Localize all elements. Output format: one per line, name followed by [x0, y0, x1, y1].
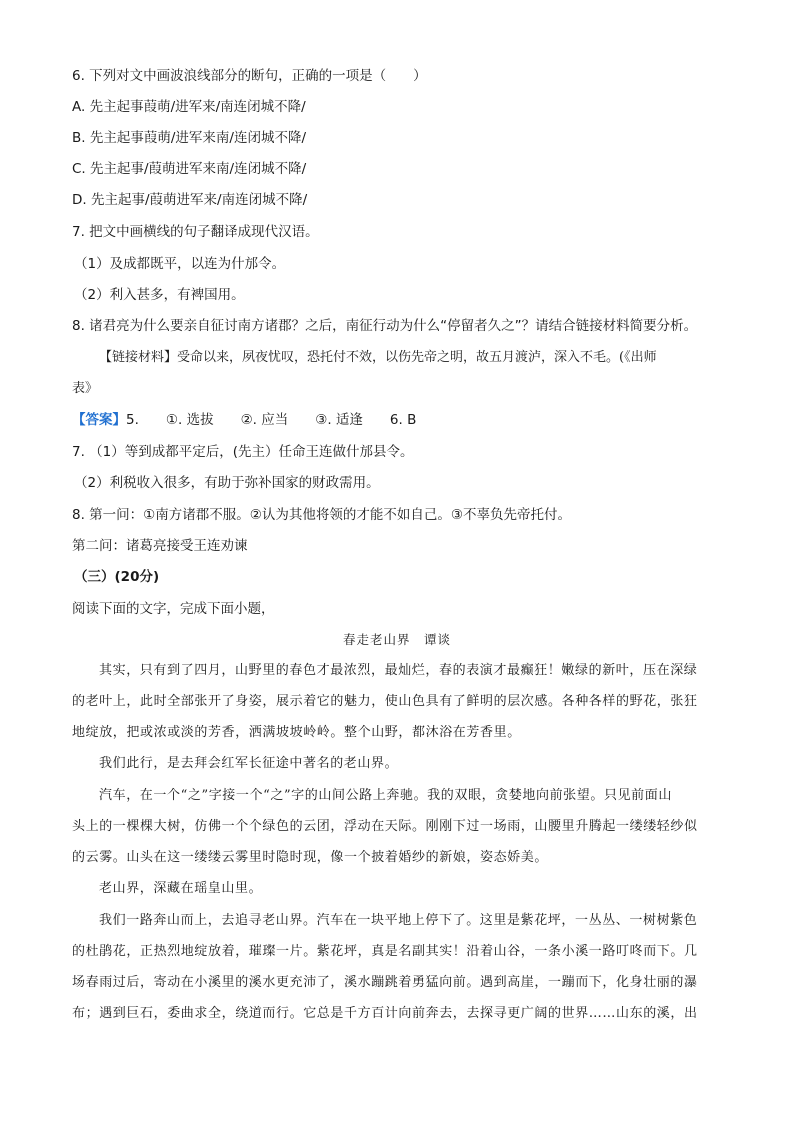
passage-line: 老山界，深藏在瑶皇山里。	[99, 881, 263, 896]
answer-q8-1: 8. 第一问：①南方诸郡不服。②认为其他将领的才能不如自己。③不辜负先帝托付。	[72, 507, 571, 523]
section-instruction: 阅读下面的文字，完成下面小题，	[72, 601, 275, 617]
section-heading: （三）(20分)	[74, 569, 160, 585]
q6-stem: 6. 下列对文中画波浪线部分的断句，正确的一项是（ ）	[72, 68, 427, 84]
q6-option-d: D. 先主起事/葭萌进军来/南连闭城不降/	[72, 192, 308, 208]
passage-line: 的云雾。山头在这一缕缕云雾里时隐时现，像一个披着婚纱的新娘，姿态娇美。	[72, 850, 549, 865]
answer-q8-2: 第二问：诸葛亮接受王连劝谏	[72, 538, 248, 554]
q8-material-line-1: 【链接材料】受命以来，夙夜忧叹，恐托付不效，以伤先帝之明，故五月渡泸，深入不毛。(《出师	[99, 350, 657, 365]
q7-item-2: （2）利入甚多，有裨国用。	[74, 287, 245, 303]
passage-line: 布；遇到巨石，委曲求全，绕道而行。它总是千方百计向前奔去，去探寻更广阔的世界……山东的溪，出	[72, 1006, 698, 1021]
passage-line: 我们此行，是去拜会红军长征途中著名的老山界。	[99, 756, 399, 771]
passage-line: 头上的一棵棵大树，仿佛一个个绿色的云团，浮动在天际。刚刚下过一场雨，山腰里升腾起一缕缕轻纱似	[72, 819, 698, 834]
answer-q5-q6: 5. ①. 选拔 ②. 应当 ③. 适逢 6. B	[126, 412, 417, 428]
q8-stem: 8. 诸君亮为什么要亲自征讨南方诸郡？之后，南征行动为什么“停留者久之”？请结合链接材料简要分析。	[72, 318, 698, 334]
answer-tag: 【答案】	[72, 412, 126, 428]
passage-line: 的老叶上，此时全部张开了身姿，展示着它的魅力，使山色具有了鲜明的层次感。各种各样的野花，张狂	[72, 694, 698, 709]
passage-line: 的杜鹃花，正热烈地绽放着，璀璨一片。紫花坪，真是名副其实！沿着山谷，一条小溪一路叮咚而下。几	[72, 944, 698, 959]
passage-line: 其实，只有到了四月，山野里的春色才最浓烈，最灿烂，春的表演才最癫狂！嫩绿的新叶，压在深绿	[99, 663, 698, 678]
answer-line-1	[72, 411, 416, 429]
passage-title: 春走老山界 谭谈	[343, 632, 452, 647]
answer-q7-2: （2）利税收入很多，有助于弥补国家的财政需用。	[74, 475, 380, 491]
passage-line: 地绽放，把或浓或淡的芳香，洒满坡坡岭岭。整个山野，都沐浴在芳香里。	[72, 725, 521, 740]
q7-item-1: （1）及成都既平，以连为什邡令。	[74, 256, 286, 272]
answer-q7-1: 7. （1）等到成都平定后，(先主）任命王连做什邡县令。	[72, 444, 414, 460]
passage-line: 我们一路奔山而上，去追寻老山界。汽车在一块平地上停下了。这里是紫花坪，一丛丛、一树树紫色	[99, 913, 698, 928]
passage-line: 场春雨过后，寄动在小溪里的溪水更充沛了，溪水蹦跳着勇猛向前。遇到高崖，一蹦而下，化身壮丽的瀑	[72, 975, 698, 990]
q8-material-line-2: 表》	[72, 381, 99, 396]
q7-stem: 7. 把文中画横线的句子翻译成现代汉语。	[72, 224, 319, 240]
passage-line: 汽车，在一个“之”字接一个“之”字的山间公路上奔驰。我的双眼，贪婪地向前张望。只见前面山	[99, 788, 672, 803]
q6-option-c: C. 先主起事/葭萌进军来南/连闭城不降/	[72, 161, 307, 177]
q6-option-b: B. 先主起事葭萌/进军来南/连闭城不降/	[72, 130, 306, 146]
q6-option-a: A. 先主起事葭萌/进军来/南连闭城不降/	[72, 99, 306, 115]
